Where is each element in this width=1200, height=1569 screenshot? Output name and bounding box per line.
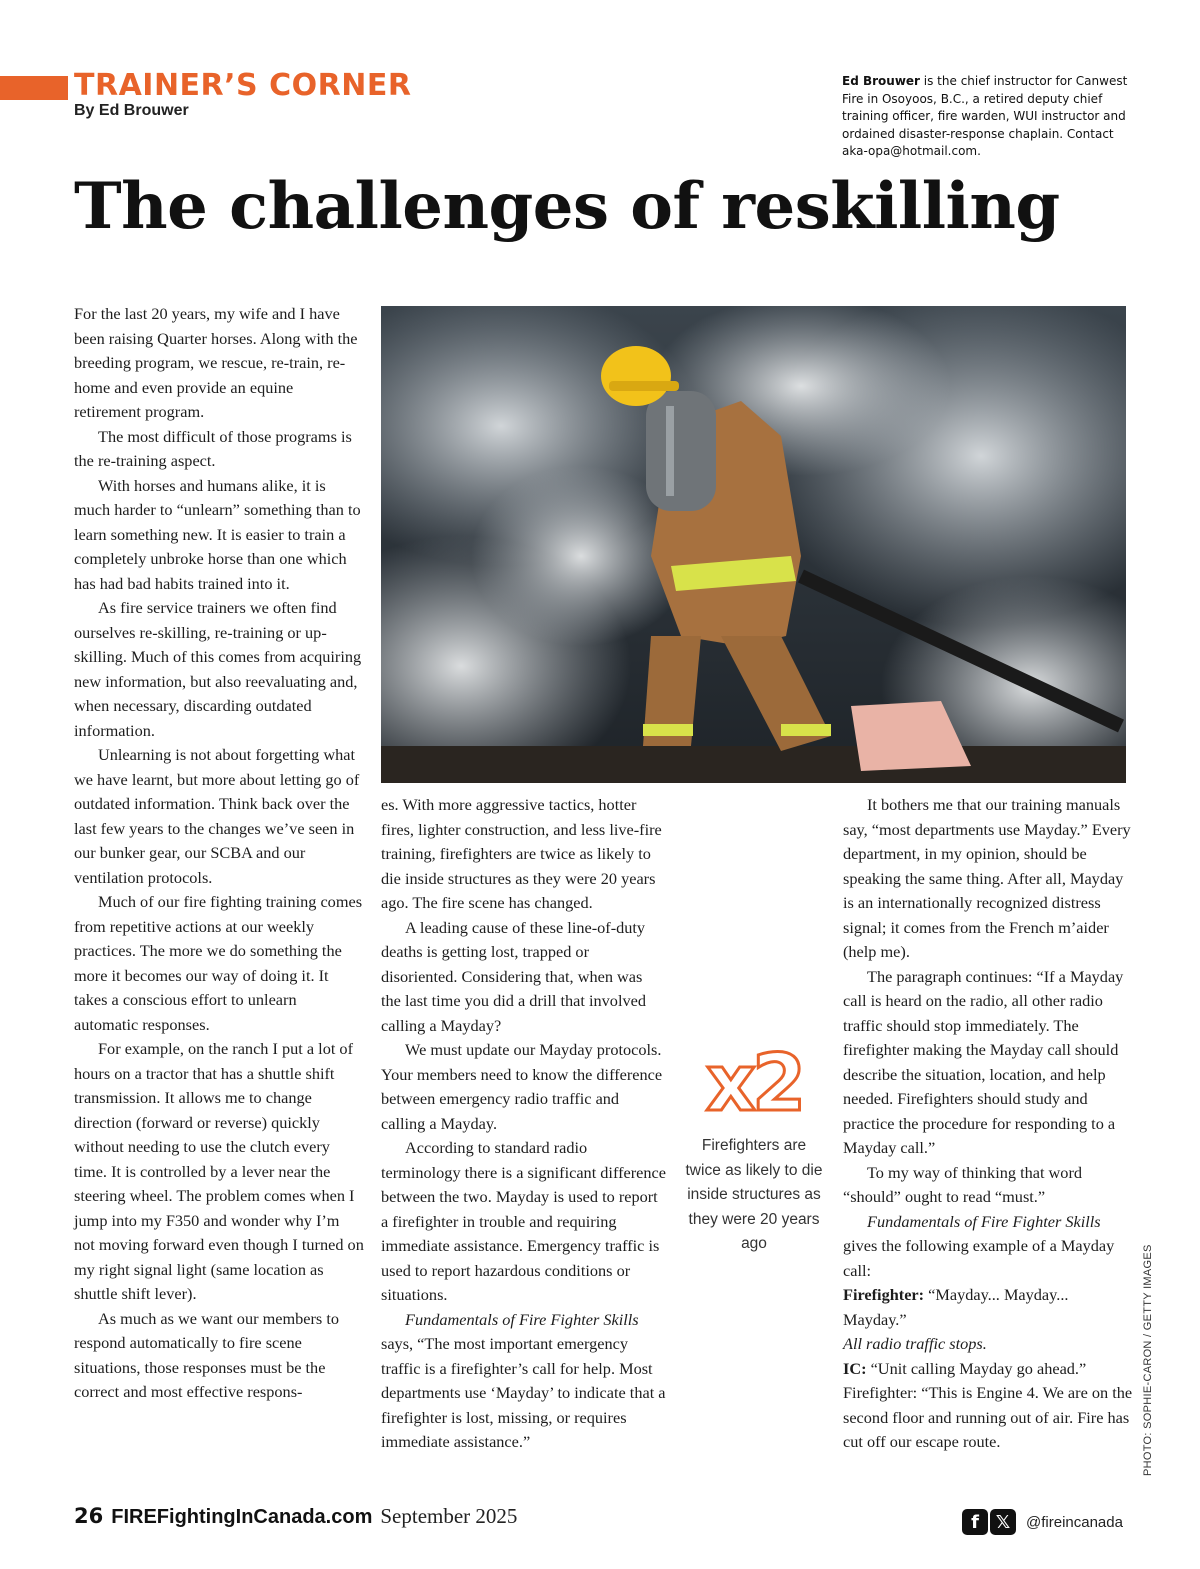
paragraph: For example, on the ranch I put a lot of hours on a tractor that has a shuttle shift transmission. It allows me to change direction (forward or reverse) quickly without needing to use the clutch every time. It is controlled by a lever near the steering wheel. The problem comes when I jump into my F350 and wonder why I’m not moving forward even though I turned on my right signal light (same location as shuttle shift lever). <box>74 1039 364 1303</box>
paragraph: Much of our fire fighting training comes from repetitive actions at our weekly practices. The more we do something the more it becomes our way of doing it. It takes a conscious effort to unlearn automatic responses. <box>74 892 363 1034</box>
paragraph: A leading cause of these line-of-duty deaths is getting lost, trapped or disoriented. Considering that, when was the last time you did a drill that involved calling a Mayday? <box>381 917 646 1035</box>
social-handle[interactable]: @fireincanada <box>1026 1513 1123 1531</box>
pull-stat-number: x2 <box>705 1039 803 1129</box>
paragraph: As much as we want our members to respond automatically to fire scene situations, those responses must be the correct and most effective respons- <box>74 1308 339 1401</box>
dialogue-line <box>843 1332 1133 1357</box>
paragraph: The paragraph continues: “If a Mayday call is heard on the radio, all other radio traffic should stop immediately. The firefighter making the Mayday call should describe the situation, location, and help needed. Firefighters should study and practice the procedure for responding to a Mayday call.” <box>843 966 1124 1157</box>
paragraph: With horses and humans alike, it is much harder to “unlearn” something than to learn something new. It is easier to train a completely unbroke horse than one which has had bad habits trained into it. <box>74 475 361 593</box>
paragraph: For the last 20 years, my wife and I have been raising Quarter horses. Along with the breeding program, we rescue, re-train, re-home and even provide an equine retirement program. <box>74 304 358 421</box>
author-bio-text: is the chief instructor for Canwest Fire in Osoyoos, B.C., a retired deputy chief training officer, fire warden, WUI instructor and ordained disaster-response chaplain. Contact aka-opa@hotmail.com. <box>842 74 1128 159</box>
firefighter-illustration <box>381 306 1126 783</box>
website-link[interactable]: FIREFightingInCanada.com <box>111 1506 373 1528</box>
paragraph: Unlearning is not about forgetting what we have learnt, but more about letting go of outdated information. Think back over the last few years to the changes we’ve seen in our bunker gear, our SCBA and our ventilation protocols. <box>74 745 360 887</box>
paragraph: The most difficult of those programs is the re-training aspect. <box>74 426 352 470</box>
byline: By Ed Brouwer <box>74 102 189 119</box>
pull-stat-caption: Firefighters are twice as likely to die inside structures as they were 20 years ago <box>685 1137 823 1252</box>
photo-credit: PHOTO: SOPHIE-CARON / GETTY IMAGES <box>1142 1244 1154 1476</box>
book-title: Fundamentals of Fire Fighter Skills <box>867 1211 1101 1231</box>
section-kicker: TRAINER’S CORNER <box>74 68 412 103</box>
pull-stat <box>684 1040 824 1257</box>
paragraph <box>843 1210 1133 1284</box>
column-3 <box>843 793 1133 1455</box>
paragraph <box>381 1308 666 1455</box>
paragraph: To my way of thinking that word “should” ought to read “must.” <box>843 1162 1083 1206</box>
author-bio <box>842 73 1142 161</box>
paragraph: According to standard radio terminology there is a significant difference between the two. Mayday is used to report a firefighter in trouble and requiring immediate assistance. Emergency traffic is used to report hazardous conditions or situations. <box>381 1138 666 1304</box>
issue-date: September 2025 <box>380 1504 518 1528</box>
speaker-label: Firefighter: <box>843 1285 925 1304</box>
column-1 <box>74 302 364 1405</box>
facebook-icon[interactable]: f <box>962 1509 988 1535</box>
speaker-label: IC: <box>843 1358 867 1378</box>
firefighter-photo <box>381 306 1126 783</box>
article-headline: The challenges of reskilling <box>74 169 1060 244</box>
paragraph: As fire service trainers we often find ourselves re-skilling, re-training or up-skilling. Much of this comes from acquiring new information, but also reevaluating and, when necessary, discarding outdated information. <box>74 598 362 740</box>
paragraph-text: says, “The most important emergency traffic is a firefighter’s call for help. Most departments use ‘Mayday’ to indicate that a firefighter is lost, missing, or requires immediate assistance.” <box>381 1334 666 1451</box>
section-accent-bar <box>0 76 68 100</box>
author-name: Ed Brouwer <box>842 74 920 88</box>
book-title: Fundamentals of Fire Fighter Skills <box>405 1309 639 1329</box>
paragraph: es. With more aggressive tactics, hotter fires, lighter construction, and less live-fire training, firefighters are twice as likely to die inside structures as they were 20 years ago. The fire scene has changed. <box>381 795 662 912</box>
column-2 <box>381 793 666 1455</box>
paragraph: We must update our Mayday protocols. Your members need to know the difference between emergency radio traffic and calling a Mayday. <box>381 1040 663 1133</box>
dialogue-text: “Mayday... Mayday... Mayday.” <box>843 1285 1069 1329</box>
dialogue-line <box>843 1283 1133 1332</box>
dialogue-line <box>843 1357 1133 1382</box>
social-links <box>962 1508 1123 1536</box>
page-number: 26 <box>74 1504 104 1528</box>
dialogue-text: All radio traffic stops. <box>843 1334 987 1353</box>
dialogue-text: “Unit calling Mayday go ahead.” <box>866 1358 1087 1378</box>
paragraph-text: gives the following example of a Mayday call: <box>843 1236 1115 1280</box>
paragraph: It bothers me that our training manuals say, “most departments use Mayday.” Every department, in my opinion, should be speaking the same thing. After all, Mayday is an internationally recognized distress signal; it comes from the French m’aider (help me). <box>843 795 1131 961</box>
page-footer <box>74 1504 517 1529</box>
x-icon[interactable]: 𝕏 <box>990 1509 1016 1535</box>
dialogue-line: Firefighter: “This is Engine 4. We are on the second floor and running out of air. Fire has cut off our escape route. <box>843 1383 1133 1451</box>
